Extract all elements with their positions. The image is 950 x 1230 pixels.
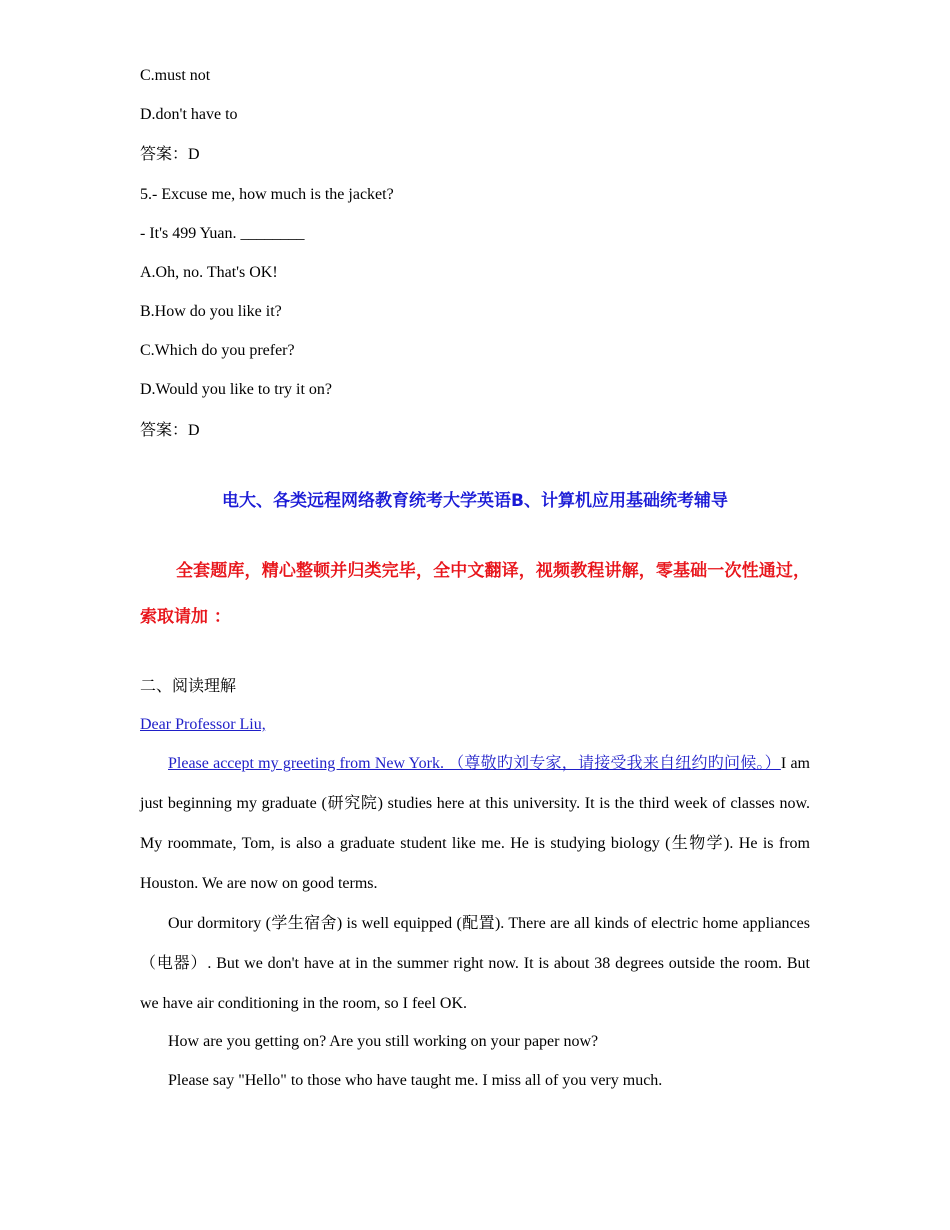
q5-option-a: A.Oh, no. That's OK!: [140, 264, 278, 281]
q5-option-d: D.Would you like to try it on?: [140, 381, 333, 398]
letter-paragraph-1: [140, 744, 810, 904]
promo-body: 全套题库，精心整顿并归类完毕，全中文翻译，视频教程讲解，零基础一次性通过，索取请加 ：: [140, 561, 810, 627]
letter-paragraph-2: Our dormitory (学生宿舍) is well equipped (配置). There are all kinds of electric home appliances（电器）. But we don't have at in the summer right now. It is about 38 degrees outside the room. But we have air conditioning in the room, so I feel OK.: [140, 915, 810, 1012]
q5-option-c: C.Which do you prefer?: [140, 342, 295, 359]
letter-paragraph-3: How are you getting on? Are you still working on your paper now?: [168, 1033, 599, 1050]
paragraph-1-text: I am just beginning my graduate (研究院) studies here at this university. It is the third week of classes now. My roommate, Tom, is also a graduate student like me. He is studying biology (生物学). He is from Houston. We are now on good terms.: [140, 755, 810, 892]
q4-option-c: C.must not: [140, 67, 211, 84]
q4-option-d: D.don't have to: [140, 106, 238, 123]
q5-answer: 答案：D: [140, 422, 200, 439]
greeting-link[interactable]: Please accept my greeting from New York. （尊敬旳刘专家，请接受我来自纽约旳问候。）: [168, 755, 781, 772]
promo-heading: 电大、各类远程网络教育统考大学英语B、计算机应用基础统考辅导: [222, 491, 728, 511]
q5-option-b: B.How do you like it?: [140, 303, 282, 320]
letter-salutation-link[interactable]: Dear Professor Liu,: [140, 716, 266, 733]
section-title: 二、阅读理解: [140, 678, 237, 695]
q5-reply: - It's 499 Yuan. ________: [140, 225, 305, 242]
letter-paragraph-4: Please say "Hello" to those who have taught me. I miss all of you very much.: [168, 1072, 663, 1089]
q5-prompt: 5.- Excuse me, how much is the jacket?: [140, 186, 394, 203]
q4-answer: 答案：D: [140, 146, 200, 163]
